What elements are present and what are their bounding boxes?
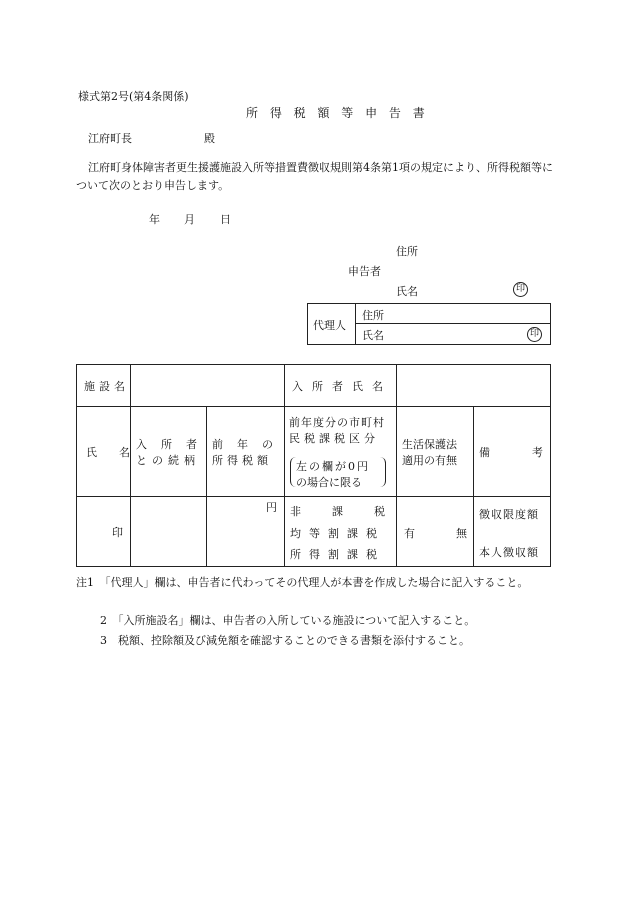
form-title: 所 得 税 額 等 申 告 書 — [246, 106, 429, 120]
tax-option-income: 所得割課税 — [290, 548, 385, 561]
note-1: 注1 「代理人」欄は、申告者に代わってその代理人が本書を作成した場合に記入すること。 — [76, 576, 529, 589]
applicant-seal-mark — [513, 281, 528, 297]
tax-option-text: 非課税 — [290, 505, 416, 518]
applicant-name-label: 氏名 — [396, 285, 418, 298]
column-municipal-note-line2: の場合に限る — [296, 476, 362, 489]
addressee-honorific: 殿 — [204, 132, 215, 145]
agent-name-label: 氏名 — [362, 329, 384, 342]
seal-icon: 印 — [513, 282, 528, 297]
remarks-self-amount: 本人徴収額 — [479, 546, 539, 559]
tax-option-nontaxable — [290, 503, 416, 519]
agent-label: 代理人 — [313, 319, 346, 332]
column-prev-tax-line2: 所得税額 — [212, 454, 272, 467]
note-3: 3 税額、控除額及び減免額を確認することのできる書類を添付すること。 — [100, 634, 470, 647]
date-year: 年 — [149, 213, 160, 226]
remarks-limit: 徴収限度額 — [479, 508, 539, 521]
addressee: 江府町長 — [88, 132, 132, 145]
column-prev-tax-line1: 前年の — [212, 438, 287, 451]
welfare-yes: 有 — [404, 527, 415, 540]
welfare-no: 無 — [456, 527, 467, 540]
note-2: 2 「入所施設名」欄は、申告者の入所している施設について記入すること。 — [100, 614, 476, 627]
yen-unit: 円 — [266, 501, 277, 514]
tax-option-per-capita: 均等割課税 — [290, 527, 385, 540]
column-remarks: 備考 — [479, 446, 585, 459]
column-municipal-line1: 前年度分の市町村 — [289, 416, 385, 429]
applicant-address-label: 住所 — [396, 245, 418, 258]
facility-name-label: 施設名 — [84, 380, 129, 393]
column-municipal-line2: 民税課税区分 — [289, 432, 379, 445]
intro-text: 江府町身体障害者更生援護施設入所等措置費徴収規則第4条第1項の規定により、所得税額等について次のとおり申告します。 — [76, 161, 553, 192]
column-relation-line1: 入所者 — [136, 438, 211, 451]
resident-name-label: 入所者氏名 — [292, 380, 392, 393]
column-relation-line2: との続柄 — [136, 454, 200, 467]
date-day: 日 — [220, 213, 231, 226]
column-welfare-line1: 生活保護法 — [402, 438, 457, 451]
seal-label: 印 — [112, 526, 123, 539]
column-name: 氏名 — [86, 446, 152, 459]
seal-icon: 印 — [527, 327, 542, 342]
column-municipal-note-line1: 左の欄が0円 — [296, 460, 370, 473]
date-month: 月 — [184, 213, 195, 226]
applicant-role-label: 申告者 — [348, 265, 381, 278]
form-number: 様式第2号(第4条関係) — [78, 90, 189, 103]
agent-address-label: 住所 — [362, 309, 384, 322]
column-welfare-line2: 適用の有無 — [402, 454, 457, 467]
agent-seal-mark — [527, 326, 542, 342]
